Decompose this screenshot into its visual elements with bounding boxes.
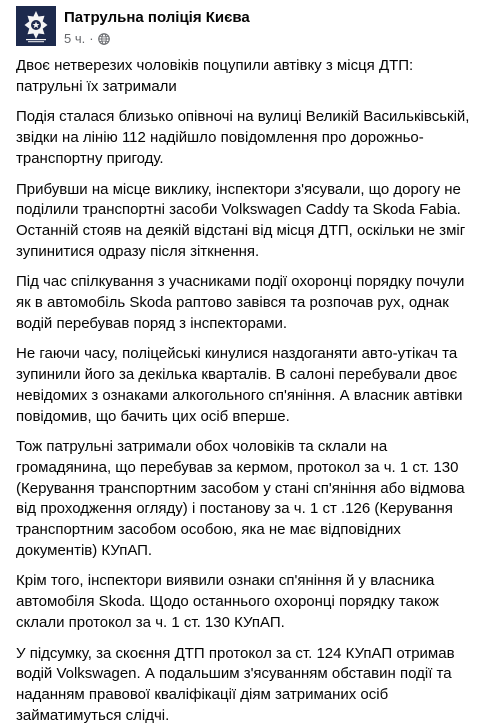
post-header [0,0,497,56]
post-meta [64,31,110,46]
post-headline: Двоє нетверезих чоловіків поцупили автівку з місця ДТП: патрульні їх затримали [16,57,414,95]
post-timestamp[interactable]: 5 ч. [64,31,86,46]
post-paragraph: Прибувши на місце виклику, інспектори з'ясували, що дорогу не поділили транспортні засоби Volkswagen Caddy та Skoda Fabia. Останній стояв на деякій відстані від місця ДТП, оскільки не зміг зупинитися одразу після зіткнення. [16,180,466,260]
post-text [0,56,497,726]
post-paragraph: Не гаючи часу, поліцейські кинулися наздоганяти авто-утікач та зупинили його за декілька кварталів. В салоні перебували двоє невідомих з ознаками алкогольного сп'яніння. А власник автівки повідомив, що бачить цих осіб вперше. [16,345,463,425]
police-badge-logo [16,6,56,46]
post-paragraph: Крім того, інспектори виявили ознаки сп'яніння й у власника автомобіля Skoda. Щодо останнього охоронці порядку також склали протокол за ч. 1 ст. 130 КУпАП. [16,572,439,631]
globe-icon[interactable] [98,33,110,45]
page-avatar[interactable] [16,6,56,46]
post-paragraph: Тож патрульні затримали обох чоловіків та склали на громадянина, що перебував за кермом, протокол за ч. 1 ст. 130 (Керування транспортним засобом у стані сп'яніння або відмова від проходження огляду) і постанову за ч. 1 ст .126 (Керування транспортним засобом особою, яка не має відповідних документів) КУпАП. [16,438,465,559]
post-paragraph: Під час спілкування з учасниками події охоронці порядку почули як в автомобіль Skoda раптово завівся та розпочав рух, однак водій перебував поряд з інспекторами. [16,273,465,332]
page-name-link[interactable]: Патрульна поліція Києва [64,9,250,26]
post-paragraph: Подія сталася близько опівночі на вулиці Великій Васильківській, звідки на лінію 112 надійшло повідомлення про дорожньо-транспортну пригоду. [16,108,470,167]
post-paragraph: У підсумку, за скоєння ДТП протокол за ст. 124 КУпАП отримав водій Volkswagen. А подальшим з'ясуванням обставин події та наданням правової кваліфікації діям затриманих осіб займатимуться слідчі. [16,644,455,724]
meta-separator: · [89,31,94,46]
